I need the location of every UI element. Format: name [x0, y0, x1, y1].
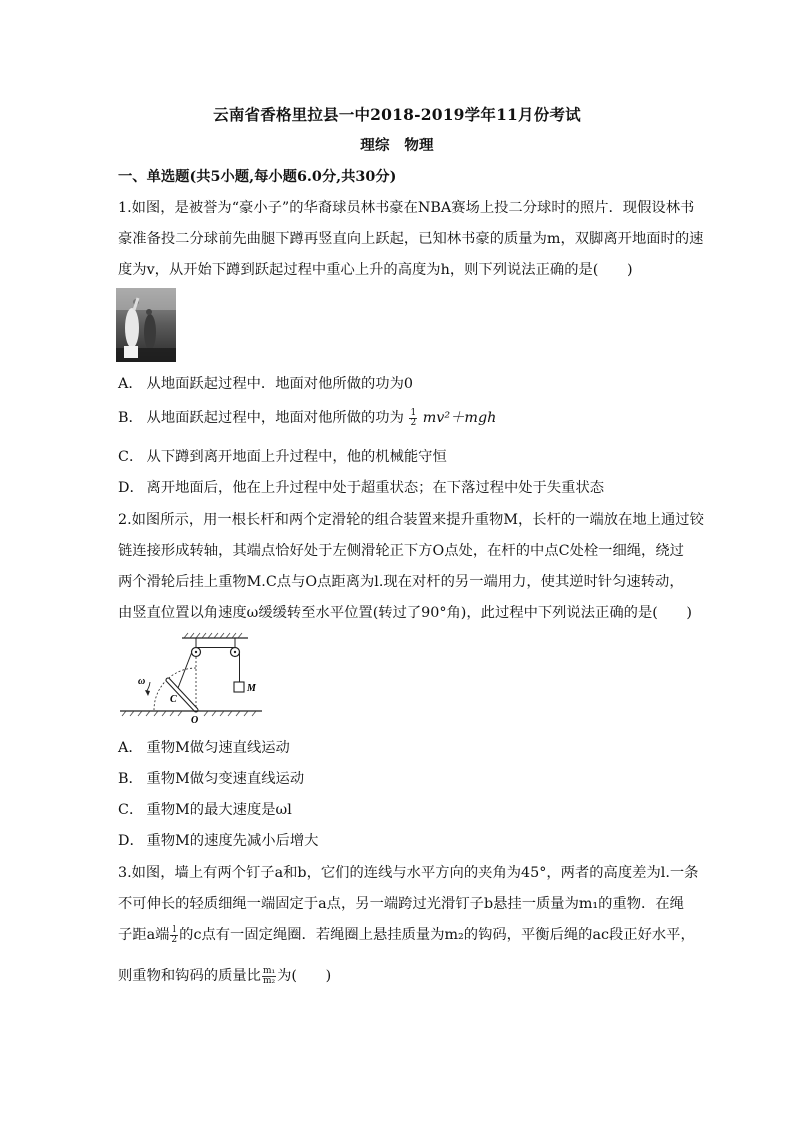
q3-line-3-start: 子距a端 [118, 927, 170, 943]
option-text: 从地面跃起过程中，地面对他所做的功为 [146, 410, 404, 426]
option-label: B． [118, 771, 143, 787]
option-text: 重物M的速度先减小后增大 [146, 833, 319, 849]
q1-line-3: 度为v，从开始下蹲到跃起过程中重心上升的高度为h，则下列说法正确的是( ) [118, 262, 633, 278]
option-text: 从下蹲到离开地面上升过程中，他的机械能守恒 [146, 449, 447, 465]
q2-line-4: 由竖直位置以角速度ω缓缓转至水平位置(转过了90°角)，此过程中下列说法正确的是( ) [118, 605, 692, 621]
fraction-l-over-2: $\frac{l}{2}$ [171, 924, 178, 945]
exam-subtitle: 理综 物理 [360, 137, 434, 154]
option-label: A． [118, 376, 143, 392]
q1-line-1: 1.如图，是被誉为“豪小子”的华裔球员林书豪在NBA赛场上投二分球时的照片．现假设林书 [118, 200, 695, 216]
q2-line-2: 链连接形成转轴，其端点恰好处于左侧滑轮正下方O点处，在杆的中点C处栓一细绳，绕过 [118, 543, 684, 559]
basketball-photo [116, 288, 176, 362]
omega-label: ω [138, 676, 146, 687]
q2-option-c[interactable] [118, 799, 292, 819]
option-label: D． [118, 833, 144, 849]
q1-option-a[interactable] [118, 373, 413, 393]
option-text: 重物M的最大速度是ωl [146, 802, 292, 818]
option-label: B． [118, 410, 143, 426]
q2-option-b[interactable] [118, 768, 304, 788]
option-text: 从地面跃起过程中．地面对他所做的功为0 [146, 376, 413, 392]
q1-line-2: 豪准备投二分球前先曲腿下蹲再竖直向上跃起，已知林书豪的质量为m，双脚离开地面时的速 [118, 231, 704, 247]
option-label: C． [118, 449, 144, 465]
q3-line-3-end: 的c点有一固定绳圈．若绳圈上悬挂质量为m₂的钩码，平衡后绳的ac段正好水平， [179, 927, 695, 943]
q3-line-4 [118, 965, 331, 986]
section-heading: 一、单选题(共5小题,每小题6.0分,共30分) [118, 169, 397, 185]
q3-line-4-end: 为( ) [277, 968, 332, 984]
q2-option-d[interactable] [118, 830, 318, 850]
q3-line-1: 3.如图，墙上有两个钉子a和b，它们的连线与水平方向的夹角为45°，两者的高度差为l.一条 [118, 865, 699, 881]
option-text: 重物M做匀速直线运动 [146, 740, 290, 756]
q1-option-d[interactable] [118, 477, 604, 497]
q3-line-4-start: 则重物和钩码的质量比 [118, 968, 261, 984]
q2-line-1: 2.如图所示，用一根长杆和两个定滑轮的组合装置来提升重物M，长杆的一端放在地上通过铰 [118, 512, 704, 528]
point-c-label: C [170, 694, 177, 705]
pulley-diagram [116, 632, 266, 724]
option-text: 离开地面后，他在上升过程中处于超重状态；在下落过程中处于失重状态 [146, 480, 605, 496]
option-formula: mv²＋mgh [422, 410, 497, 426]
mass-label: M [247, 683, 256, 694]
option-label: C． [118, 802, 144, 818]
option-label: D． [118, 480, 144, 496]
q2-option-a[interactable] [118, 737, 290, 757]
option-text: 重物M做匀变速直线运动 [146, 771, 305, 787]
q2-line-3: 两个滑轮后挂上重物M.C点与O点距离为l.现在对杆的另一端用力，使其逆时针匀速转动， [118, 574, 684, 590]
q1-option-c[interactable] [118, 446, 447, 466]
q3-line-2: 不可伸长的轻质细绳一端固定于a点，另一端跨过光滑钉子b悬挂一质量为m₁的重物．在绳 [118, 896, 684, 912]
fraction-half: $\frac{1}{2}$ [410, 407, 417, 428]
fraction-mass-ratio: $\frac{\text{m₁}}{\text{m₂}}$ [262, 965, 276, 986]
exam-title: 云南省香格里拉县一中2018-2019学年11月份考试 [213, 105, 581, 124]
q3-line-3 [118, 924, 695, 945]
point-o-label: O [191, 715, 199, 724]
q1-option-b[interactable] [118, 407, 496, 428]
option-label: A． [118, 740, 143, 756]
